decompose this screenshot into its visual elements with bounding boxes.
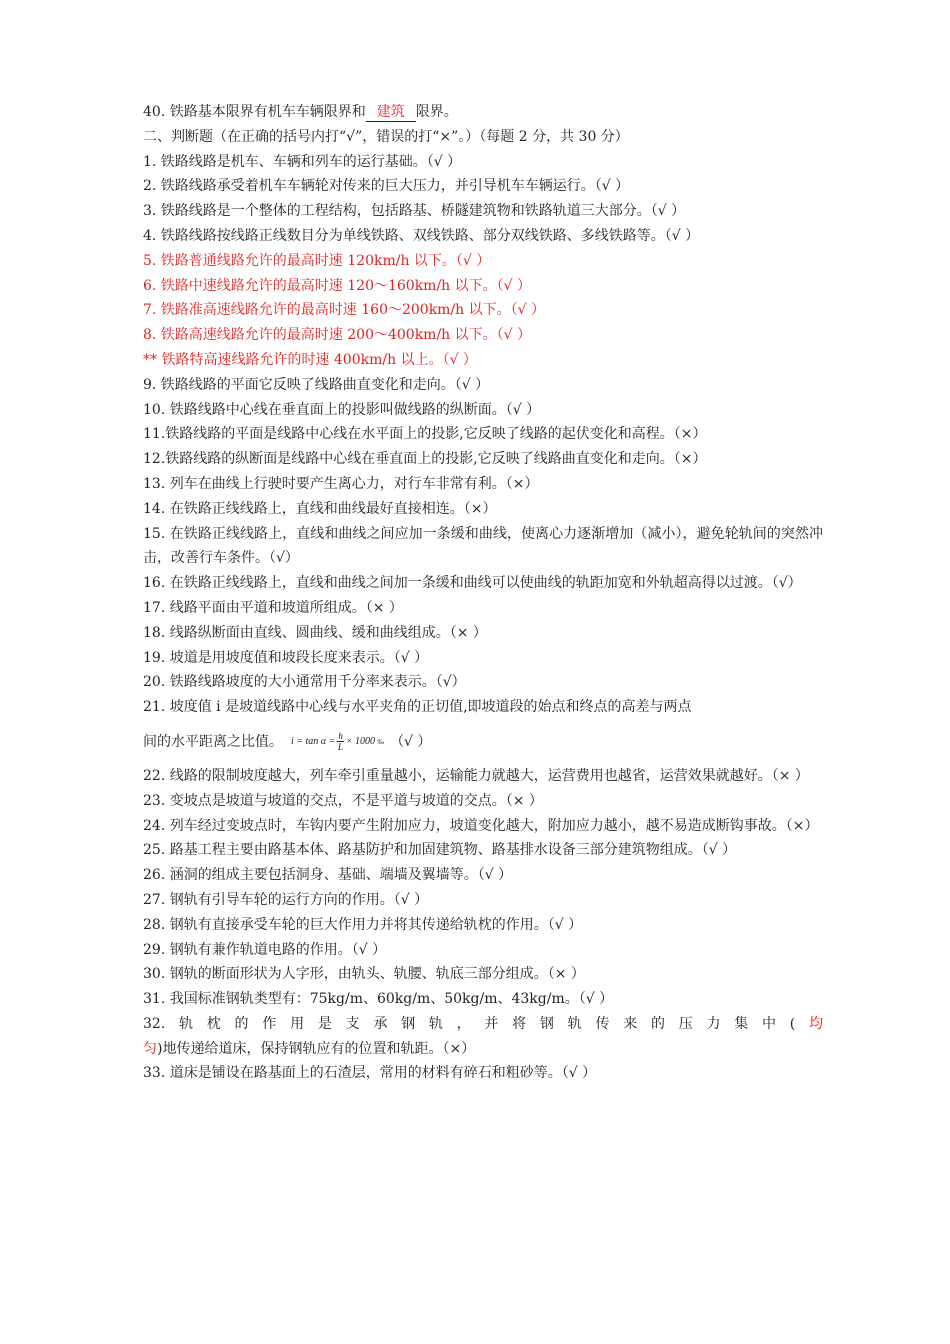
statement-24: 24. 列车经过变坡点时，车钩内要产生附加应力，坡道变化越大，附加应力越小，越不易造成断钩事故。（×） xyxy=(143,817,819,834)
question-40 xyxy=(143,100,823,125)
statement-6: 6. 铁路中速线路允许的最高时速 120～160km/h 以下。（√ ） xyxy=(143,277,532,294)
slope-formula xyxy=(291,730,384,755)
statement-32 xyxy=(143,1012,823,1062)
statement-26: 26. 涵洞的组成主要包括洞身、基础、端墙及翼墙等。（√ ） xyxy=(143,867,513,884)
statement-32-pre: 32.轨枕的作用是支承钢轨，并将钢轨传来的压力集中( xyxy=(143,1015,796,1032)
question-40-suffix: 限界。 xyxy=(415,104,458,120)
formula-denominator: L xyxy=(338,742,344,753)
statement-32-correction: 均匀 xyxy=(143,1015,823,1057)
statement-29: 29. 钢轨有兼作轨道电路的作用。（√ ） xyxy=(143,941,387,958)
formula-unit: ‰ xyxy=(377,737,385,746)
formula-fraction xyxy=(337,731,344,752)
statement-12: 12.铁路线路的纵断面是线路中心线在垂直面上的投影,它反映了线路曲直变化和走向。（×） xyxy=(143,451,707,468)
statement-25: 25. 路基工程主要由路基本体、路基防护和加固建筑物、路基排水设备三部分建筑物组成。（√ ） xyxy=(143,842,737,859)
statement-19: 19. 坡道是用坡度值和坡段长度来表示。（√ ） xyxy=(143,649,429,666)
statement-21-line-1: 21. 坡度值 i 是坡道线路中心线与水平夹角的正切值,即坡道段的始点和终点的高差与两点 xyxy=(143,699,692,716)
statement-33: 33. 道床是铺设在路基面上的石渣层，常用的材料有碎石和粗砂等。（√ ） xyxy=(143,1065,597,1082)
formula-numerator: h xyxy=(338,731,343,742)
document-page xyxy=(143,100,823,1086)
statement-31: 31. 我国标准钢轨类型有：75kg/m、60kg/m、50kg/m、43kg/m。（√ ） xyxy=(143,991,614,1008)
statement-15: 15. 在铁路正线线路上，直线和曲线之间应加一条缓和曲线，使离心力逐渐增加（减小），避免轮轨间的突然冲击，改善行车条件。（√） xyxy=(143,525,823,567)
statement-8: 8. 铁路高速线路允许的最高时速 200～400km/h 以下。（√ ） xyxy=(143,327,532,344)
statement-17: 17. 线路平面由平道和坡道所组成。（× ） xyxy=(143,599,403,616)
statement-18: 18. 线路纵断面由直线、圆曲线、缓和曲线组成。（× ） xyxy=(143,624,487,641)
statement-21-text: 间的水平距离之比值。 xyxy=(143,733,283,750)
formula-multiplier: × 1000 xyxy=(345,735,376,747)
statement-23: 23. 变坡点是坡道与坡道的交点，不是平道与坡道的交点。（× ） xyxy=(143,792,543,809)
statement-28: 28. 钢轨有直接承受车轮的巨大作用力并将其传递给轨枕的作用。（√ ） xyxy=(143,916,583,933)
statement-extra: ** 铁路特高速线路允许的时速 400km/h 以上。（√ ） xyxy=(143,351,477,368)
statement-4: 4. 铁路线路按线路正线数目分为单线铁路、双线铁路、部分双线铁路、多线铁路等。（√ ） xyxy=(143,227,700,244)
statement-10: 10. 铁路线路中心线在垂直面上的投影叫做线路的纵断面。（√ ） xyxy=(143,401,541,418)
statement-16: 16. 在铁路正线线路上，直线和曲线之间加一条缓和曲线可以使曲线的轨距加宽和外轨超高得以过渡。（√） xyxy=(143,575,802,592)
statement-7: 7. 铁路准高速线路允许的最高时速 160～200km/h 以下。（√ ） xyxy=(143,302,546,319)
statement-13: 13. 列车在曲线上行驶时要产生离心力，对行车非常有利。（×） xyxy=(143,475,539,492)
statement-11: 11.铁路线路的平面是线路中心线在水平面上的投影,它反映了线路的起伏变化和高程。（×） xyxy=(143,426,707,443)
statement-21-answer: （√ ） xyxy=(390,733,432,750)
section-title: 二、判断题（在正确的括号内打“√”，错误的打“×”。）（每题 2 分，共 30 分） xyxy=(143,128,629,145)
statement-2: 2. 铁路线路承受着机车车辆轮对传来的巨大压力，并引导机车车辆运行。（√ ） xyxy=(143,178,630,195)
statement-9: 9. 铁路线路的平面它反映了线路曲直变化和走向。（√ ） xyxy=(143,376,490,393)
statement-14: 14. 在铁路正线线路上，直线和曲线最好直接相连。（×） xyxy=(143,500,497,517)
statement-32-post: )地传递给道床，保持钢轨应有的位置和轨距。（×） xyxy=(157,1040,476,1057)
answer-blank: 建筑 xyxy=(366,103,416,122)
statement-22: 22. 线路的限制坡度越大，列车牵引重量越小，运输能力就越大，运营费用也越省，运营效果就越好。（× ） xyxy=(143,767,809,784)
question-40-text: 40. 铁路基本限界有机车车辆限界和 xyxy=(143,104,366,120)
formula-lhs: i = tan α = xyxy=(291,735,336,747)
statement-27: 27. 钢轨有引导车轮的运行方向的作用。（√ ） xyxy=(143,891,429,908)
statement-20: 20. 铁路线路坡度的大小通常用千分率来表示。（√） xyxy=(143,674,466,691)
statement-5: 5. 铁路普通线路允许的最高时速 120km/h 以下。（√ ） xyxy=(143,252,491,269)
statement-3: 3. 铁路线路是一个整体的工程结构，包括路基、桥隧建筑物和铁路轨道三大部分。（√ ） xyxy=(143,203,686,220)
statement-30: 30. 钢轨的断面形状为人字形，由轨头、轨腰、轨底三部分组成。（× ） xyxy=(143,966,585,983)
statement-21-line-2 xyxy=(143,720,823,764)
statement-1: 1. 铁路线路是机车、车辆和列车的运行基础。（√ ） xyxy=(143,153,462,170)
